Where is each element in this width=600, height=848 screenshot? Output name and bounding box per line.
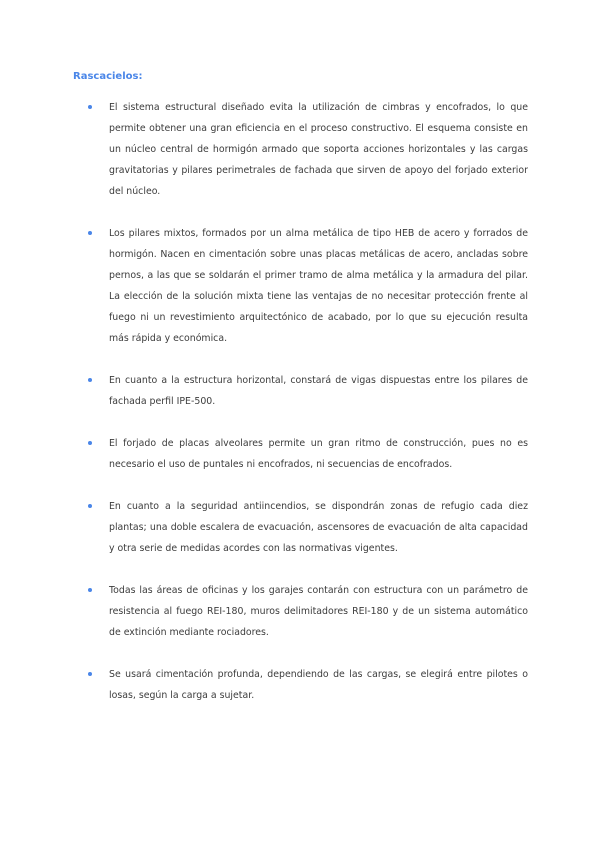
list-item-text: El sistema estructural diseñado evita la utilización de cimbras y encofrados, lo que permite obtener una gran eficiencia en el proceso constructivo. El esquema consiste en un núcleo central de hormigón armado que soporta acciones horizontales y las cargas gravitatorias y pilares perimetrales de fachada que sirven de apoyo del forjado exterior del núcleo. <box>109 102 528 197</box>
bullet-list <box>88 97 528 727</box>
list-item-text: Se usará cimentación profunda, dependiendo de las cargas, se elegirá entre pilotes o losas, según la carga a sujetar. <box>109 669 528 701</box>
list-item <box>88 433 528 475</box>
list-item-text: En cuanto a la seguridad antiincendios, se dispondrán zonas de refugio cada diez plantas; una doble escalera de evacuación, ascensores de evacuación de alta capacidad y otra serie de medidas acordes con las normativas vigentes. <box>109 501 528 554</box>
list-item <box>88 580 528 643</box>
bullet-icon <box>88 588 92 592</box>
list-item-text: Los pilares mixtos, formados por un alma metálica de tipo HEB de acero y forrados de hormigón. Nacen en cimentación sobre unas placas metálicas de acero, ancladas sobre pernos, a las que se soldarán el primer tramo de alma metálica y la armadura del pilar. La elección de la solución mixta tiene las ventajas de no necesitar protección frente al fuego ni un revestimiento arquitectónico de acabado, por lo que su ejecución resulta más rápida y económica. <box>109 228 528 344</box>
list-item-text: En cuanto a la estructura horizontal, constará de vigas dispuestas entre los pilares de fachada perfil IPE-500. <box>109 375 528 407</box>
bullet-icon <box>88 504 92 508</box>
list-item <box>88 664 528 706</box>
bullet-icon <box>88 672 92 676</box>
list-item-text: Todas las áreas de oficinas y los garajes contarán con estructura con un parámetro de resistencia al fuego REI-180, muros delimitadores REI-180 y de un sistema automático de extinción mediante rociadores. <box>109 585 528 638</box>
list-item <box>88 496 528 559</box>
bullet-icon <box>88 105 92 109</box>
list-item <box>88 223 528 349</box>
list-item-text: El forjado de placas alveolares permite un gran ritmo de construcción, pues no es necesario el uso de puntales ni encofrados, ni secuencias de encofrados. <box>109 438 528 470</box>
list-item <box>88 97 528 202</box>
list-item <box>88 370 528 412</box>
bullet-icon <box>88 378 92 382</box>
bullet-icon <box>88 231 92 235</box>
section-heading: Rascacielos: <box>73 71 143 82</box>
bullet-icon <box>88 441 92 445</box>
